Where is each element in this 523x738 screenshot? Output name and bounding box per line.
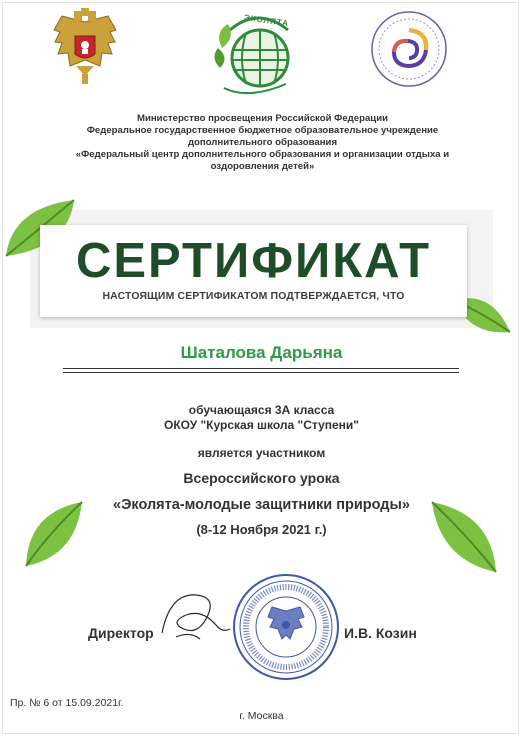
director-label: Директор <box>88 625 154 641</box>
federal-center-spiral-logo-icon <box>370 10 448 88</box>
recipient-grade: обучающаяся 3А класса <box>188 403 335 417</box>
official-round-seal-icon <box>232 573 340 681</box>
ministry-line: Министерство просвещения Российской Федерации <box>137 113 388 124</box>
eco-logo-text: ЭКОЛЯТА <box>243 12 290 29</box>
leaf-icon <box>22 498 88 570</box>
handwritten-signature-icon <box>156 585 236 645</box>
certificate-subtitle: НАСТОЯЩИМ СЕРТИФИКАТОМ ПОДТВЕРЖДАЕТСЯ, ЧТО <box>102 291 405 302</box>
name-underline <box>63 372 459 373</box>
recipient-name: Шаталова Дарьяна <box>180 343 343 362</box>
ministry-line: оздоровления детей» <box>210 161 315 172</box>
participant-text: является участником <box>197 446 326 460</box>
city-label: г. Москва <box>239 710 284 722</box>
ministry-line: дополнительного образования <box>187 137 338 148</box>
certificate-title: СЕРТИФИКАТ <box>75 234 432 288</box>
title-box <box>40 225 467 317</box>
recipient-school: ОКОУ "Курская школа "Ступени" <box>164 418 359 432</box>
lesson-name: «Эколята-молодые защитники природы» <box>113 497 410 513</box>
leaf-icon <box>428 498 500 576</box>
double-headed-eagle-emblem-icon <box>52 8 118 90</box>
event-dates: (8-12 Ноября 2021 г.) <box>196 522 327 537</box>
eco-globe-emblem-icon <box>208 8 308 98</box>
ministry-line: «Федеральный центр дополнительного образования и организации отдыха и <box>75 149 450 160</box>
lesson-line: Всероссийского урока <box>183 470 340 486</box>
name-underline <box>63 368 459 369</box>
order-number: Пр. № 6 от 15.09.2021г. <box>10 697 124 709</box>
ministry-line: Федеральное государственное бюджетное образовательное учреждение <box>86 125 439 136</box>
ministry-header <box>30 113 495 173</box>
director-name: И.В. Козин <box>344 625 417 641</box>
